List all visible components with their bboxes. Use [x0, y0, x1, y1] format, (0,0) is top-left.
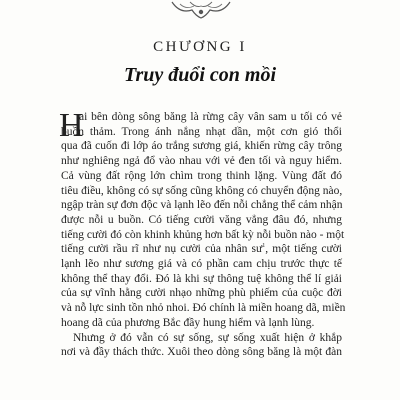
- text-segment: tiếng cười rầu rĩ như nụ cười của nhân sư: [61, 243, 263, 256]
- text-line: được nỗi u buồn. Có tiếng cười văng vẳng đâu đó, nhưng: [61, 213, 342, 226]
- chapter-title: Truy đuổi con mồi: [123, 64, 277, 86]
- text-line: tiêu điều, không có sự sống cũng không có chuyển động nào,: [61, 184, 343, 197]
- body-text: [59, 107, 346, 360]
- decorative-ornament-icon: [166, 0, 236, 22]
- text-line: và nỗ lực sinh tồn nhỏ nhoi. Đó chính là miền hoang dã, miền: [61, 302, 346, 315]
- text-line: buồn thảm. Trong ánh nắng nhạt dần, một cơn gió thổi: [61, 125, 342, 138]
- footnote-marker[interactable]: 1: [262, 243, 266, 250]
- text-line: của sự vĩnh hằng cười nhạo những phù phiếm của cuộc đời: [61, 287, 342, 300]
- text-segment: , một tiếng cười: [265, 243, 342, 256]
- text-line: không thể thay đổi. Đó là khi sự thông tuệ không thể lí giải: [61, 272, 342, 285]
- text-line: lạnh lẽo như sương giá và có phần cam chịu trước thực tế: [61, 258, 342, 271]
- paragraph-2: [61, 331, 342, 360]
- text-line: ai bên dòng sông băng là rừng cây vân sam u tối có vẻ: [79, 111, 342, 123]
- text-line: Nhưng ở đó vẫn có sự sống, sự sống xuất hiện ở khắp: [73, 331, 342, 344]
- drop-cap: H: [59, 107, 84, 144]
- text-line: hoang dã của phương Bắc đầy hung hiểm và lạnh lùng.: [61, 316, 315, 329]
- chapter-number: CHƯƠNG I: [153, 39, 247, 55]
- text-line: như nghiêng ngả đổ vào nhau với vẻ đen tối và nguy hiểm.: [61, 155, 342, 168]
- text-line: nơi và đầy thách thức. Xuôi theo dòng sông băng là một đàn: [61, 346, 342, 359]
- text-line: Cả vùng đất rộng lớn chìm trong thinh lặng. Vùng đất đó: [61, 169, 342, 182]
- text-line-with-footnote: [61, 242, 342, 257]
- text-line: qua đã cuốn đi lớp áo trắng sương giá, khiến rừng cây trông: [61, 140, 342, 153]
- text-line: tiếng cười đó còn khinh khủng hơn bất kỳ nỗi buồn nào - một: [61, 228, 345, 241]
- paragraph-1: [59, 107, 346, 331]
- text-line: ngập tràn sự đơn độc và lạnh lẽo đến nỗi chẳng thể cảm nhận: [61, 199, 343, 212]
